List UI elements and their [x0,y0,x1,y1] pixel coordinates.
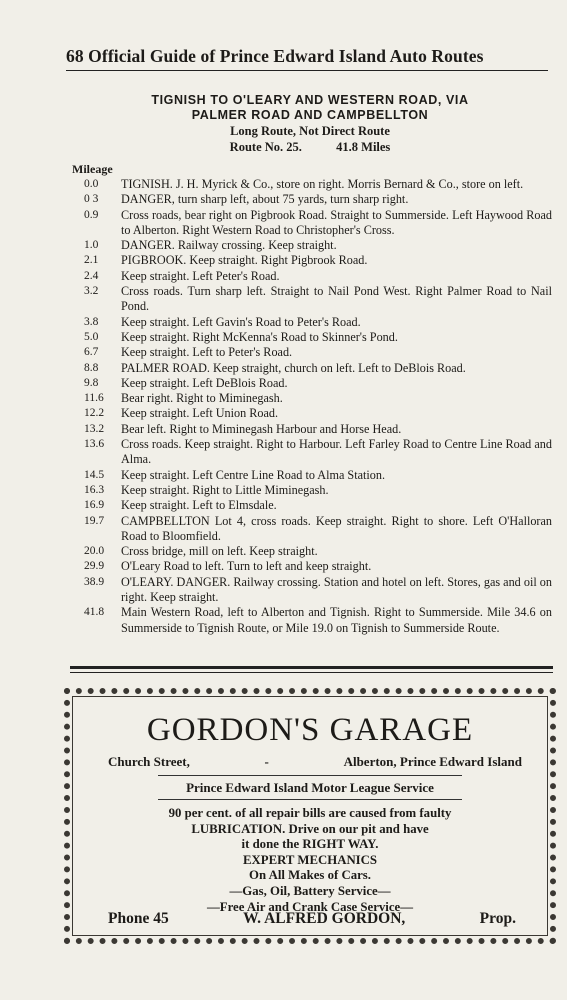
entry-text: Bear left. Right to Miminegash Harbour and Horse Head. [121,421,402,436]
route-subtitle: Long Route, Not Direct Route [230,124,390,138]
header-rule [66,70,548,71]
route-entry [84,437,552,468]
entry-text: PIGBROOK. Keep straight. Right Pigbrook Road. [121,253,368,268]
ad-body-line: —Free Air and Crank Case Service— [206,899,414,914]
entry-mileage: 12.2 [84,407,105,420]
route-number-line [70,140,550,155]
entry-mileage: 11.6 [84,392,104,405]
section-rule-thin [70,672,553,673]
entry-mileage: 13.2 [84,422,105,435]
entry-mileage: 38.9 [84,575,105,588]
route-entry [84,345,552,360]
route-title-line2: PALMER ROAD AND CAMPBELLTON [191,108,429,122]
route-entry [84,208,552,239]
route-entry [84,238,552,253]
entry-mileage: 3.8 [84,315,99,328]
ad-body [78,806,542,915]
entry-mileage: 8.8 [84,361,99,374]
route-entry [84,177,552,192]
route-entry [84,468,552,483]
route-entries [84,177,552,636]
ad-rule-top [158,775,462,776]
entry-mileage: 20.0 [84,545,105,558]
entry-mileage: 6.7 [84,346,99,359]
entry-text: Keep straight. Left Peter's Road. [121,268,280,283]
entry-text: Keep straight. Left Centre Line Road to Alma Station. [121,467,386,482]
ad-dash: - [264,754,269,769]
entry-mileage: 5.0 [84,330,99,343]
ad-body-line: —Gas, Oil, Battery Service— [229,883,391,898]
ad-title: GORDON'S GARAGE [146,712,474,748]
entry-mileage: 0.9 [84,208,99,221]
entry-text: Keep straight. Right McKenna's Road to Skinner's Pond. [121,329,398,344]
entry-text: TIGNISH. J. H. Myrick & Co., store on right. Morris Bernard & Co., store on left. [121,177,524,191]
entry-text: Cross bridge, mill on left. Keep straight. [121,544,318,559]
section-rule-thick [70,666,553,669]
route-entry [84,406,552,421]
ad-body-line: it done the RIGHT WAY. [241,837,379,852]
ad-footer [108,910,516,928]
ad-body-line: EXPERT MECHANICS [242,852,378,867]
garage-advertisement [64,688,556,944]
mileage-label: Mileage [72,162,113,176]
entry-mileage: 2.4 [84,269,99,282]
entry-text: CAMPBELLTON Lot 4, cross roads. Keep straight. Right to shore. Left O'Halloran Road to Bloomfield. [121,513,552,543]
route-distance: 41.8 Miles [336,140,391,154]
route-title-line1: TIGNISH TO O'LEARY AND WESTERN ROAD, VIA [151,93,469,107]
entry-text: Main Western Road, left to Alberton and Tignish. Right to Summerside. Mile 34.6 on Summerside to Tignish Route, or Mile 19.0 on Tignish to Summerside Route. [121,605,552,635]
route-number: Route No. 25. [229,140,302,154]
entry-mileage: 0.0 [84,178,99,190]
ad-phone: Phone 45 [108,910,169,927]
route-entry [84,559,552,574]
route-entry [84,422,552,437]
entry-text: DANGER. Railway crossing. Keep straight. [121,238,337,253]
route-entry [84,376,552,391]
entry-text: Keep straight. Left to Peter's Road. [121,345,293,360]
entry-text: Bear right. Right to Miminegash. [121,391,283,406]
entry-text: DANGER, turn sharp left, about 75 yards, turn sharp right. [121,192,409,207]
ad-body-line: On All Makes of Cars. [249,868,371,883]
ad-rule-bottom [158,799,462,800]
entry-text: Cross roads. Turn sharp left. Straight to Nail Pond West. Right Palmer Road to Nail Pond. [121,284,552,314]
ad-address-row [108,754,522,770]
entry-mileage: 29.9 [84,560,105,573]
entry-text: Keep straight. Right to Little Miminegash. [121,482,329,497]
route-entry [84,361,552,376]
entry-mileage: 2.1 [84,254,99,267]
ad-street: Church Street, [108,754,190,769]
entry-mileage: 19.7 [84,514,105,527]
route-entry [84,315,552,330]
route-entry [84,514,552,545]
route-entry [84,253,552,268]
route-entry [84,284,552,315]
entry-mileage: 9.8 [84,376,99,389]
route-entry [84,498,552,513]
ad-body-line: LUBRICATION. Drive on our pit and have [191,821,429,836]
route-entry [84,605,552,636]
ad-body-line: 90 per cent. of all repair bills are caused from faulty [168,806,452,820]
ad-town: Alberton, Prince Edward Island [343,754,522,769]
route-entry [84,483,552,498]
route-entry [84,192,552,207]
route-entry [84,391,552,406]
entry-mileage: 3.2 [84,285,99,298]
entry-mileage: 14.5 [84,468,105,481]
entry-text: O'LEARY. DANGER. Railway crossing. Station and hotel on left. Stores, gas and oil on right. Keep straight. [121,574,552,605]
route-entry [84,575,552,606]
page-header: 68 Official Guide of Prince Edward Island Auto Routes [66,46,484,66]
entry-text: O'Leary Road to left. Turn to left and keep straight. [121,559,372,574]
entry-mileage: 16.3 [84,483,105,496]
entry-text: Cross roads, bear right on Pigbrook Road. Straight to Summerside. Left Haywood Road to Alberton. Right Western Road to Christopher's Cross. [121,207,552,237]
route-entry [84,544,552,559]
route-entry [84,269,552,284]
entry-text: Keep straight. Left Gavin's Road to Peter's Road. [121,314,361,329]
entry-mileage: 13.6 [84,438,105,451]
entry-mileage: 0 3 [84,193,99,206]
entry-mileage: 16.9 [84,499,105,512]
entry-mileage: 41.8 [84,606,105,619]
route-entry [84,330,552,345]
entry-text: PALMER ROAD. Keep straight, church on left. Left to DeBlois Road. [121,360,466,375]
entry-text: Cross roads. Keep straight. Right to Harbour. Left Farley Road to Centre Line Road and Alma. [121,437,552,467]
entry-text: Keep straight. Left to Elmsdale. [121,498,277,513]
ad-owner: W. ALFRED GORDON, [243,910,406,927]
entry-text: Keep straight. Left DeBlois Road. [121,375,288,390]
ad-prop: Prop. [479,910,516,927]
entry-mileage: 1.0 [84,239,99,252]
ad-league: Prince Edward Island Motor League Service [186,780,434,795]
entry-text: Keep straight. Left Union Road. [121,406,279,421]
